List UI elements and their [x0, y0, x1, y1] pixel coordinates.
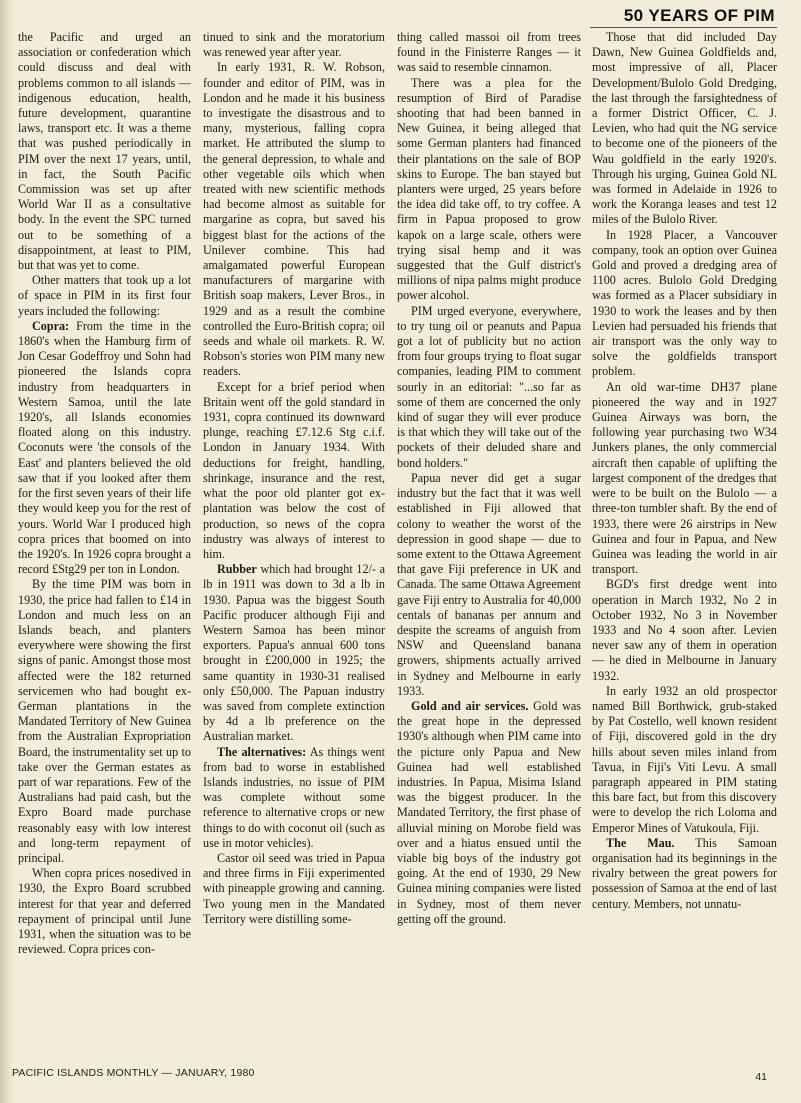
paragraph-text: In 1928 Placer, a Vancouver company, took an option over Guinea Gold and proved a dredging area of 1100 acres. Bulolo Gold Dredging was formed as a Placer subsidiary in 1930 to work the leases and by then Levien had persuaded his friends that air transport was the only way to solve the goldfields transport problem.: [592, 227, 777, 379]
article-paragraph: [203, 562, 385, 744]
article-paragraph: [397, 30, 581, 76]
header-rule: [590, 27, 777, 28]
article-paragraph: [18, 866, 191, 957]
article-paragraph: [203, 30, 385, 60]
paragraph-lead-in: Copra:: [32, 318, 70, 333]
article-paragraph: [397, 699, 581, 927]
paragraph-text: Castor oil seed was tried in Papua and three firms in Fiji experimented with pineapple growing and canning. Two young men in the Mandated Territory were distilling some-: [203, 850, 385, 926]
page-number: 41: [755, 1071, 767, 1083]
paragraph-text: An old war-time DH37 plane pioneered the way and in 1927 Guinea Airways was born, the following year purchasing two W34 Junkers planes, the only commercial aircraft then capable of uplifting the largest component of the dredges that were to be built on the Bulolo — a three-ton tumbler shaft. By the end of 1933, there were 26 airstrips in New Guinea and four in Papua, and New Guinea was leading the world in air transport.: [592, 379, 777, 577]
article-paragraph: [397, 304, 581, 471]
publication-footer: PACIFIC ISLANDS MONTHLY — JANUARY, 1980: [12, 1067, 255, 1079]
article-paragraph: [397, 76, 581, 304]
paragraph-text: BGD's first dredge went into operation in March 1932, No 2 in October 1932, No 3 in November 1933 and No 4 soon after. Levien never saw any of them in operation — he died in Melbourne in January 1932.: [592, 577, 777, 683]
paragraph-lead-in: Rubber: [217, 562, 257, 577]
paragraph-text: There was a plea for the resumption of Bird of Paradise shooting that had been banned in New Guinea, it being alleged that some German planters had financed their plantations on the sale of BOP skins to Europe. The ban stayed but planters were urged, 25 years before the idea did take off, to try coffee. A firm in Papua proposed to grow kapok on a large scale, others were trying sisal hemp and it was suggested that the Gulf district's millions of nipa palms might produce power alcohol.: [397, 75, 581, 303]
article-paragraph: [203, 60, 385, 379]
article-column-3: [397, 30, 581, 1062]
paragraph-lead-in: Gold and air services.: [411, 698, 529, 713]
paragraph-text: Those that did included Day Dawn, New Guinea Goldfields and, most impressive of all, Placer Development/Bulolo Gold Dredging, the last through the farsightedness of a former District Officer, C. J. Levien, who had quit the NG service to become one of the pioneers of the Wau goldfield in the early 1920's. Through his urging, Guinea Gold NL was formed in Adelaide in 1926 to work the Koranga leases and test 12 miles of the Bulolo River.: [592, 30, 777, 227]
paragraph-text: PIM urged everyone, everywhere, to try tung oil or peanuts and Papua got a lot of publicity but no action from four groups trying to float sugar companies, leading PIM to comment sourly in an editorial: "...so far as some of them are concerned the only kind of sugar they will ever produce is that which they will take out of the pockets of their deluded share and bond holders.": [397, 303, 581, 470]
paragraph-text: Gold was the great hope in the depressed 1930's although when PIM came into the picture only Papua and New Guinea had well established industries. In Papua, Misima Island was the biggest producer. In the Mandated Territory, the first phase of alluvial mining on Morobe field was over and a hiatus ensued until the viable big boys of the industry got going. At the end of 1930, 29 New Guinea mining companies were listed in Sydney, most of them never getting off the ground.: [397, 698, 581, 926]
page-edge-shadow: [0, 0, 14, 1103]
paragraph-text: Papua never did get a sugar industry but the fact that it was well established in Fiji allowed that colony to weather the worst of the depression in good shape — due to some extent to the Ottawa Agreement that gave Fiji preference in UK and Canada. The same Ottawa Agreement gave Fiji entry to Australia for 40,000 centals of bananas per annum and despite the screams of anguish from NSW and Queensland banana growers, shipments actually arrived in Sydney and Melbourne in early 1933.: [397, 470, 581, 698]
article-paragraph: [18, 577, 191, 866]
article-paragraph: [18, 273, 191, 319]
article-column-4: [592, 30, 777, 1062]
paragraph-text: the Pacific and urged an association or confederation which could discuss and deal with problems common to all islands — indigenous education, health, future development, quarantine laws, transport etc. It was a theme that was pushed periodically in PIM over the next 17 years, until, in fact, the South Pacific Commission was set up after World War II as a consultative body. In the event the SPC turned out to be something of a disappointment, at least to PIM, but that was yet to come.: [18, 30, 191, 273]
article-paragraph: [203, 380, 385, 562]
section-title: 50 YEARS OF PIM: [623, 6, 775, 25]
article-paragraph: [18, 319, 191, 577]
paragraph-lead-in: The alternatives:: [217, 744, 307, 759]
article-paragraph: [592, 684, 777, 836]
paragraph-text: which had brought 12/- a lb in 1911 was down to 3d a lb in 1930. Papua was the biggest South Pacific producer although Fiji and Western Samoa has been minor exporters. Papua's annual 600 tons brought in £200,000 in 1925; the same quantity in 1930-31 realised only £50,000. The Papuan industry was saved from complete extinction by 4d a lb preference on the Australian market.: [203, 562, 385, 744]
paragraph-text: In early 1931, R. W. Robson, founder and editor of PIM, was in London and he made it his business to investigate the disastrous and to many, mysterious, falling copra market. He attributed the slump to the general depression, to whale and other vegetable oils which when treated with new scientific methods had become almost as suitable for margarine as copra, but saved his biggest blast for the actions of the Unilever combine. This had amalgamated powerful European manufacturers of margarine with British soap makers, Lever Bros., in 1929 and as a result the combine controlled the Euro-British copra; oil seeds and whale oil markets. R. W. Robson's stories won PIM many new readers.: [203, 60, 385, 379]
paragraph-text: thing called massoi oil from trees found in the Finisterre Ranges — it was said to resemble cinnamon.: [397, 30, 581, 75]
article-paragraph: [592, 380, 777, 578]
article-paragraph: [18, 30, 191, 273]
paragraph-text: In early 1932 an old prospector named Bill Borthwick, grub-staked by Pat Costello, well known resident of Fiji, discovered gold in the dry hills about seven miles inland from Tavua, in Fiji's Viti Levu. A small paragraph appeared in PIM stating this bare fact, but from this discovery were to develop the rich Loloma and Emperor Mines of Vatukoula, Fiji.: [592, 683, 777, 835]
paragraph-text: tinued to sink and the moratorium was renewed year after year.: [203, 30, 385, 60]
paragraph-text: By the time PIM was born in 1930, the price had fallen to £14 in London and much less on an Islands beach, and planters everywhere were showing the first signs of panic. Amongst those most affected were the 182 returned servicemen who had bought ex-German plantations in the Mandated Territory of New Guinea from the Australian Expropriation Board, the instrumentality set up to take over the German estates as part of war reparations. Few of the Australians had paid cash, but the Expro Board made purchase reasonably easy with low interest and long-term repayment of principal.: [18, 577, 191, 865]
paragraph-text: Except for a brief period when Britain went off the gold standard in 1931, copra continued its downward plunge, reaching £7.12.6 Stg c.i.f. London in January 1934. With deductions for freight, handling, shrinkage, insurance and the rest, what the poor old planter got ex-plantation was below the cost of production, so news of the copra industry was always of interest to him.: [203, 379, 385, 561]
article-paragraph: [203, 745, 385, 851]
article-paragraph: [397, 471, 581, 699]
article-paragraph: [203, 851, 385, 927]
paragraph-text: As things went from bad to worse in established Islands industries, no issue of PIM was complete without some reference to alternative crops or new things to do with coconut oil (such as use in motor vehicles).: [203, 744, 385, 850]
article-column-1: [18, 30, 191, 1062]
paragraph-text: When copra prices nosedived in 1930, the Expro Board scrubbed interest for that year and deferred repayment of principal until June 1931, when the situation was to be reviewed. Copra prices con-: [18, 866, 191, 957]
article-paragraph: [592, 228, 777, 380]
paragraph-text: Other matters that took up a lot of space in PIM in its first four years included the following:: [18, 273, 191, 318]
article-paragraph: [592, 836, 777, 912]
paragraph-text: This Samoan organisation had its beginnings in the rivalry between the great powers for possession of Samoa at the end of last century. Members, not unnatu-: [592, 835, 777, 911]
paragraph-lead-in: The Mau.: [606, 835, 675, 850]
article-column-2: [203, 30, 385, 1062]
paragraph-text: From the time in the 1860's when the Hamburg firm of Jon Cesar Godeffroy und Sohn had pioneered the Islands copra industry from headquarters in Western Samoa, until the late 1920's, all Islands economies floated along on this industry. Coconuts were 'the consols of the East' and planters believed the old saw that if you looked after them for the first seven years of their life they would keep you for the rest of yours. World War I produced high copra prices that boomed on into the 1920's. In 1926 copra brought a record £Stg29 per ton in London.: [18, 318, 191, 577]
article-paragraph: [592, 30, 777, 228]
article-paragraph: [592, 577, 777, 683]
